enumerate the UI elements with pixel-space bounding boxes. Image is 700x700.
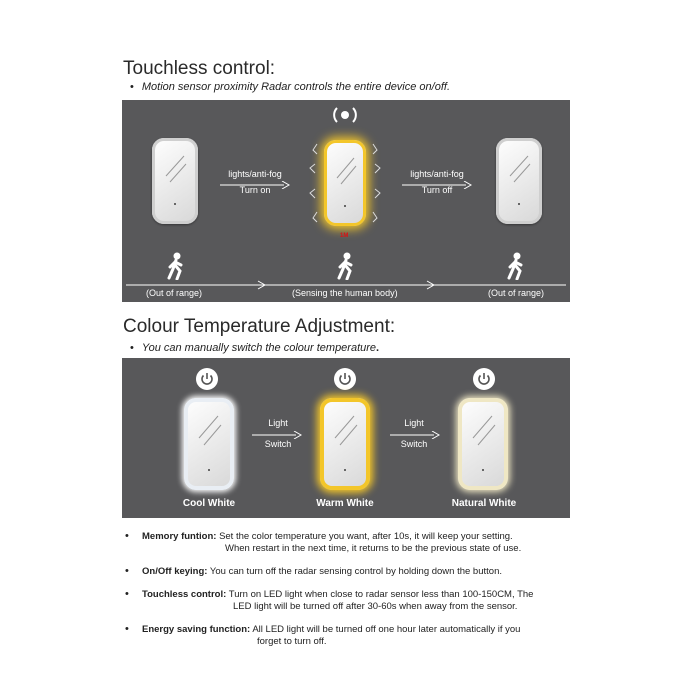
power-button-icon[interactable] bbox=[333, 367, 357, 391]
sensing-waves-icon bbox=[305, 134, 385, 234]
arrow1-line1: lights/anti-fog bbox=[228, 169, 282, 179]
power-button-icon[interactable] bbox=[472, 367, 496, 391]
caption-natural-white: Natural White bbox=[451, 498, 517, 509]
bullet: • bbox=[125, 565, 129, 577]
note-line1: You can turn off the radar sensing control by holding down the button. bbox=[209, 566, 502, 577]
arrow2-line1: lights/anti-fog bbox=[410, 169, 464, 179]
walking-person-icon bbox=[336, 252, 356, 280]
colour-title: Colour Temperature Adjustment: bbox=[123, 316, 396, 337]
mirror-natural-white bbox=[458, 398, 508, 490]
mirror-off-left bbox=[152, 138, 198, 224]
arrow2-label-2 bbox=[402, 184, 472, 197]
switch2-line1: Light bbox=[404, 418, 424, 428]
bullet: • bbox=[130, 81, 134, 93]
radar-icon bbox=[330, 103, 360, 127]
mirror-warm-white bbox=[320, 398, 370, 490]
colour-subtitle-text: You can manually switch the colour temperature bbox=[141, 342, 377, 354]
bullet: • bbox=[125, 530, 129, 542]
walking-person-icon bbox=[506, 252, 526, 280]
note-line2: When restart in the next time, it returns to be the previous state of use. bbox=[225, 543, 522, 554]
range-right: (Out of range) bbox=[488, 288, 545, 298]
bullet: • bbox=[130, 342, 134, 354]
note-label: On/Off keying: bbox=[142, 566, 208, 577]
note-line2: forget to turn off. bbox=[257, 636, 327, 647]
power-button-icon[interactable] bbox=[195, 367, 219, 391]
distance-mark: 1M bbox=[340, 233, 349, 239]
note-label: Memory funtion: bbox=[142, 531, 217, 542]
arrow1-label bbox=[220, 168, 290, 181]
arrow2-line2: Turn off bbox=[421, 185, 453, 195]
caption-cool-white: Cool White bbox=[182, 498, 236, 509]
touchless-panel bbox=[122, 100, 570, 302]
note-label: Energy saving function: bbox=[142, 624, 251, 635]
touchless-subtitle-text: Motion sensor proximity Radar controls the entire device on/off. bbox=[141, 81, 451, 93]
mirror-off-right bbox=[496, 138, 542, 224]
switch1-line2: Switch bbox=[264, 439, 292, 449]
note-line1: Set the color temperature you want, after 10s, it will keep your setting. bbox=[219, 531, 513, 542]
note-line2: LED light will be turned off after 30-60s when away from the sensor. bbox=[233, 601, 518, 612]
touchless-subtitle bbox=[130, 81, 450, 93]
range-left: (Out of range) bbox=[146, 288, 203, 298]
mirror-cool-white bbox=[184, 398, 234, 490]
bullet: • bbox=[125, 588, 129, 600]
colour-panel bbox=[122, 358, 570, 518]
colour-subtitle bbox=[130, 342, 379, 354]
arrow2-label bbox=[402, 168, 472, 181]
feature-notes bbox=[125, 531, 575, 651]
switch2-line2: Switch bbox=[400, 439, 428, 449]
note-line1: All LED light will be turned off one hour later automatically if you bbox=[252, 624, 521, 635]
note-label: Touchless control: bbox=[142, 589, 227, 600]
switch1-line1: Light bbox=[268, 418, 288, 428]
bullet: • bbox=[125, 623, 129, 635]
range-middle: (Sensing the human body) bbox=[292, 288, 398, 298]
touchless-title: Touchless control: bbox=[123, 58, 276, 79]
arrow1-line2: Turn on bbox=[239, 185, 271, 195]
colour-subtitle-end: . bbox=[376, 342, 380, 354]
arrow1-label-2 bbox=[220, 184, 290, 197]
note-line1: Turn on LED light when close to radar sensor less than 100-150CM, The bbox=[228, 589, 534, 600]
caption-warm-white: Warm White bbox=[316, 498, 374, 509]
walking-person-icon bbox=[166, 252, 186, 280]
